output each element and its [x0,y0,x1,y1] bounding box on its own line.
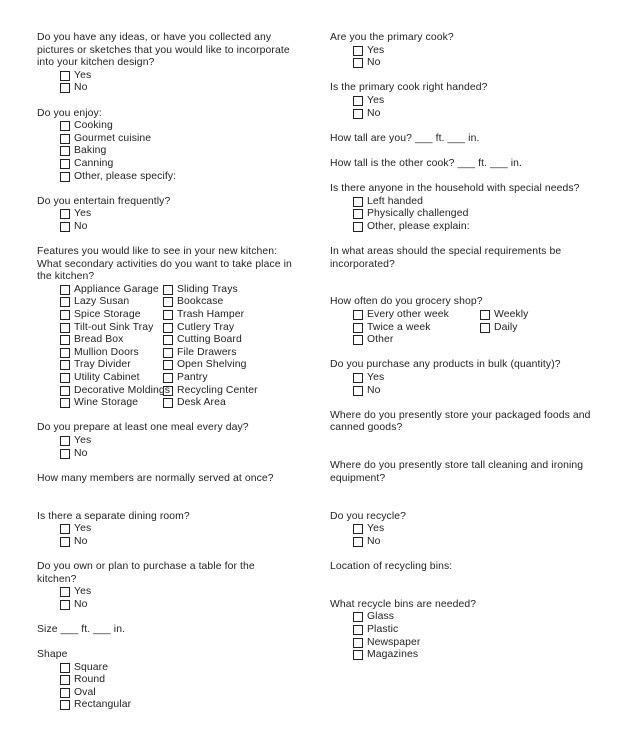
checkbox-square-icon[interactable] [353,373,363,383]
checkbox-enjoy-other[interactable]: Other, please specify: [37,171,307,184]
question-enjoy: Do you enjoy: [37,107,102,119]
checkbox-canning[interactable]: Canning [37,158,307,171]
question-bin-location: Location of recycling bins: [330,560,453,572]
checkbox-shape-rectangular[interactable]: Rectangular [37,699,307,712]
checkbox-square-icon[interactable] [60,285,70,295]
checkbox-square-icon[interactable] [60,373,70,383]
checkbox-square-icon[interactable] [60,386,70,396]
checkbox-primary-yes[interactable]: Yes [330,45,610,58]
grocery-grid [330,309,610,347]
checkbox-trash-hamper[interactable]: Trash Hamper [163,309,303,322]
checkbox-square-icon[interactable] [163,373,173,383]
checkbox-tilt-out-sink-tray[interactable]: Tilt-out Sink Tray [37,322,163,335]
checkbox-cutlery-tray[interactable]: Cutlery Tray [163,322,303,335]
checkbox-magazines[interactable]: Magazines [330,649,610,662]
checkbox-square-icon[interactable] [60,323,70,333]
checkbox-square-icon[interactable] [60,134,70,144]
checkbox-twice-a-week[interactable]: Twice a week [330,322,480,335]
question-table: Do you own or plan to purchase a table for the kitchen? [37,560,255,585]
checkbox-appliance-garage[interactable]: Appliance Garage [37,284,163,297]
checkbox-dining-no[interactable]: No [37,536,307,549]
question-tall-you: How tall are you? ___ ft. ___ in. [330,132,480,144]
checkbox-shape-round[interactable]: Round [37,674,307,687]
question-right-handed: Is the primary cook right handed? [330,82,488,94]
checkbox-pantry[interactable]: Pantry [163,372,303,385]
checkbox-square-icon[interactable] [60,688,70,698]
checkbox-square-icon[interactable] [60,524,70,534]
checkbox-square-icon[interactable] [60,209,70,219]
checkbox-square-icon[interactable] [163,398,173,408]
checkbox-right-handed-yes[interactable]: Yes [330,95,610,108]
checkbox-bulk-no[interactable]: No [330,385,610,398]
checkbox-square-icon[interactable] [60,146,70,156]
question-features: Features you would like to see in your new kitchen: What secondary activities do you want to take place in the kitchen? [37,246,292,283]
checkbox-open-shelving[interactable]: Open Shelving [163,359,303,372]
checkbox-square-icon[interactable] [60,71,70,81]
question-size: Size ___ ft. ___ in. [37,623,126,635]
checkbox-left-handed[interactable]: Left handed [330,196,610,209]
checkbox-square-icon[interactable] [353,638,363,648]
question-special-needs: Is there anyone in the household with special needs? [330,183,580,195]
checkbox-square-icon[interactable] [353,96,363,106]
checkbox-sliding-trays[interactable]: Sliding Trays [163,284,303,297]
checkbox-entertain-yes[interactable]: Yes [37,208,307,221]
checkbox-square-icon[interactable] [353,335,363,345]
question-members: How many members are normally served at once? [37,472,274,484]
checkbox-square-icon[interactable] [60,310,70,320]
checkbox-square-icon[interactable] [353,625,363,635]
checkbox-square-icon[interactable] [353,537,363,547]
checkbox-bookcase[interactable]: Bookcase [163,296,303,309]
checkbox-dining-yes[interactable]: Yes [37,523,307,536]
checkbox-recycle-yes[interactable]: Yes [330,523,610,536]
checkbox-square-icon[interactable] [60,159,70,169]
checkbox-square-icon[interactable] [353,524,363,534]
question-recycle: Do you recycle? [330,510,406,522]
checkbox-every-other-week[interactable]: Every other week [330,309,480,322]
checkbox-square-icon[interactable] [353,222,363,232]
checkbox-glass[interactable]: Glass [330,611,610,624]
checkbox-desk-area[interactable]: Desk Area [163,397,303,410]
features-grid [37,284,307,410]
checkbox-square-icon[interactable] [163,310,173,320]
checkbox-square-icon[interactable] [60,348,70,358]
right-column [330,32,610,662]
question-grocery: How often do you grocery shop? [330,296,483,308]
checkbox-meal-no[interactable]: No [37,448,307,461]
checkbox-square-icon[interactable] [60,675,70,685]
question-shape: Shape [37,649,68,661]
checkbox-utility-cabinet[interactable]: Utility Cabinet [37,372,163,385]
checkbox-ideas-yes[interactable]: Yes [37,70,307,83]
left-column [37,32,307,712]
checkbox-tray-divider[interactable]: Tray Divider [37,359,163,372]
checkbox-square-icon[interactable] [60,335,70,345]
checkbox-square-icon[interactable] [163,323,173,333]
checkbox-physically-challenged[interactable]: Physically challenged [330,208,610,221]
checkbox-recycle-no[interactable]: No [330,536,610,549]
checkbox-decorative-moldings[interactable]: Decorative Moldings [37,385,163,398]
question-tall-other: How tall is the other cook? ___ ft. ___ in. [330,157,523,169]
checkbox-daily[interactable]: Daily [480,322,600,335]
question-meal: Do you prepare at least one meal every day? [37,422,249,434]
checkbox-special-other[interactable]: Other, please explain: [330,221,610,234]
checkbox-square-icon[interactable] [480,310,490,320]
checkbox-square-icon[interactable] [60,172,70,182]
checkbox-table-yes[interactable]: Yes [37,586,307,599]
checkbox-square-icon[interactable] [60,600,70,610]
checkbox-square-icon[interactable] [163,386,173,396]
question-dining: Is there a separate dining room? [37,510,190,522]
checkbox-square-icon[interactable] [353,109,363,119]
checkbox-square-icon[interactable] [163,297,173,307]
checkbox-square-icon[interactable] [60,398,70,408]
checkbox-primary-no[interactable]: No [330,57,610,70]
checkbox-square-icon[interactable] [353,386,363,396]
question-areas: In what areas should the special requirements be incorporated? [330,246,562,270]
checkbox-shape-square[interactable]: Square [37,662,307,675]
checkbox-square-icon[interactable] [163,335,173,345]
checkbox-gourmet[interactable]: Gourmet cuisine [37,133,307,146]
checkbox-baking[interactable]: Baking [37,145,307,158]
checkbox-ideas-no[interactable]: No [37,82,307,95]
checkbox-recycling-center[interactable]: Recycling Center [163,385,303,398]
checkbox-wine-storage[interactable]: Wine Storage [37,397,163,410]
checkbox-shape-oval[interactable]: Oval [37,687,307,700]
checkbox-newspaper[interactable]: Newspaper [330,637,610,650]
checkbox-square-icon[interactable] [60,297,70,307]
checkbox-file-drawers[interactable]: File Drawers [163,347,303,360]
checkbox-bulk-yes[interactable]: Yes [330,372,610,385]
question-cleaning-equipment: Where do you presently store tall cleaning and ironing equipment? [330,460,584,484]
checkbox-square-icon[interactable] [60,700,70,710]
checkbox-square-icon[interactable] [163,360,173,370]
question-ideas: Do you have any ideas, or have you collected any pictures or sketches that you would like to incorporate into your kitchen design? [37,32,290,69]
checkbox-square-icon[interactable] [60,83,70,93]
question-entertain: Do you entertain frequently? [37,195,171,207]
checkbox-square-icon[interactable] [60,537,70,547]
checkbox-square-icon[interactable] [480,323,490,333]
checkbox-square-icon[interactable] [60,360,70,370]
checkbox-square-icon[interactable] [60,121,70,131]
checkbox-entertain-no[interactable]: No [37,221,307,234]
checkbox-square-icon[interactable] [353,209,363,219]
checkbox-meal-yes[interactable]: Yes [37,435,307,448]
checkbox-cutting-board[interactable]: Cutting Board [163,334,303,347]
question-bins-needed: What recycle bins are needed? [330,598,477,610]
checkbox-square-icon[interactable] [163,285,173,295]
checkbox-right-handed-no[interactable]: No [330,108,610,121]
question-primary-cook: Are you the primary cook? [330,32,454,43]
checkbox-square-icon[interactable] [353,310,363,320]
checkbox-square-icon[interactable] [353,612,363,622]
checkbox-mullion-doors[interactable]: Mullion Doors [37,347,163,360]
checkbox-plastic[interactable]: Plastic [330,624,610,637]
checkbox-square-icon[interactable] [163,348,173,358]
checkbox-square-icon[interactable] [353,58,363,68]
checkbox-square-icon[interactable] [353,46,363,56]
question-packaged-foods: Where do you presently store your packaged foods and canned goods? [330,409,591,434]
checkbox-bread-box[interactable]: Bread Box [37,334,163,347]
question-bulk: Do you purchase any products in bulk (quantity)? [330,359,561,371]
checkbox-square-icon[interactable] [353,650,363,660]
checkbox-cooking[interactable]: Cooking [37,120,307,133]
checkbox-spice-storage[interactable]: Spice Storage [37,309,163,322]
checkbox-square-icon[interactable] [353,323,363,333]
checkbox-weekly[interactable]: Weekly [480,309,600,322]
checkbox-square-icon[interactable] [60,449,70,459]
checkbox-lazy-susan[interactable]: Lazy Susan [37,296,163,309]
checkbox-square-icon[interactable] [60,222,70,232]
checkbox-grocery-other[interactable]: Other [330,334,480,347]
checkbox-square-icon[interactable] [60,663,70,673]
checkbox-square-icon[interactable] [60,436,70,446]
checkbox-square-icon[interactable] [60,587,70,597]
checkbox-table-no[interactable]: No [37,599,307,612]
checkbox-square-icon[interactable] [353,197,363,207]
